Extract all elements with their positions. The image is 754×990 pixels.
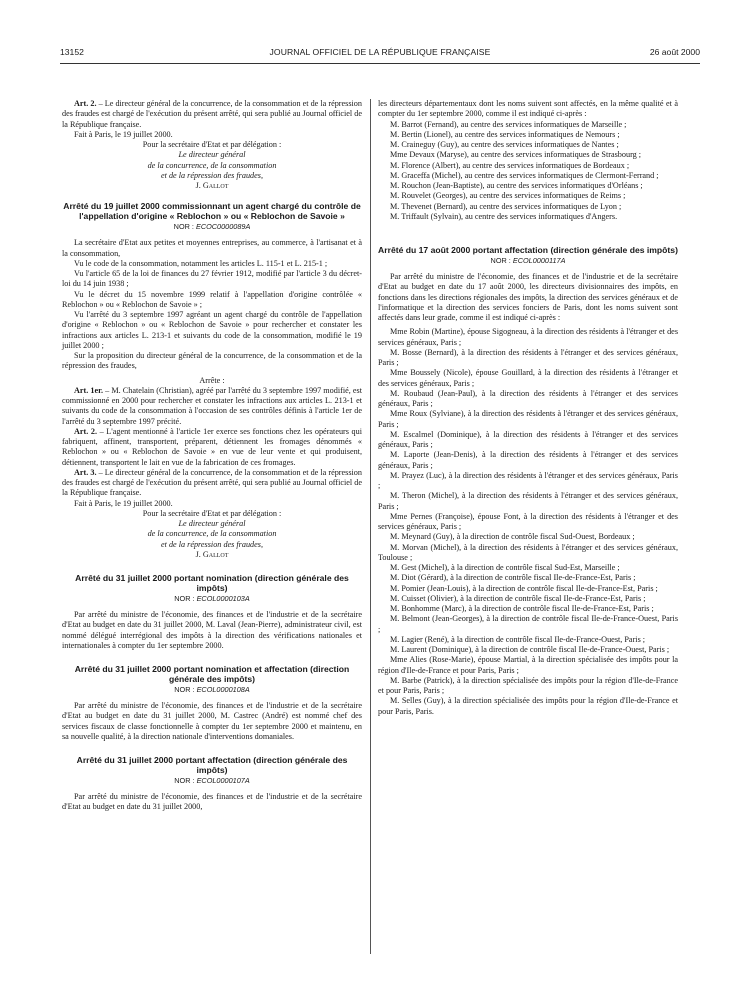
paragraph: Par arrêté du ministre de l'économie, des finances et de l'industrie et de la secrétaire d'Etat au budget en date du 31 juillet 2000, M. Castrec (André) est nommé chef des services fiscaux de classe fonctionnelle à compter du 1er septembre 2000 et maintenu, en sa nouvelle qualité, à la direction nationale d'interventions domaniales. xyxy=(62,701,362,741)
header-rule xyxy=(60,63,700,64)
list-item: M. Bonhomme (Marc), à la direction de contrôle fiscal Ile-de-France-Est, Paris ; xyxy=(390,604,654,613)
list-item: M. Craineguy (Guy), au centre des services informatiques de Nantes ; xyxy=(390,140,619,149)
article-paragraph: Art. 3. – Le directeur général de la concurrence, de la consommation et de la répression des fraudes est chargé de l'exécution du présent arrêté, qui sera publié au Journal officiel de la République française. xyxy=(62,467,362,498)
journal-title: JOURNAL OFFICIEL DE LA RÉPUBLIQUE FRANÇAISE xyxy=(269,47,491,57)
list-item: M. Cuisset (Olivier), à la direction de contrôle fiscal Ile-de-France-Est, Paris ; xyxy=(390,593,646,603)
list-item: Mme Alies (Rose-Marie), épouse Martial, à la direction spécialisée des impôts pour la région d'Ile-de-France et pour Paris, Paris ; xyxy=(378,655,678,675)
nor-reference: NOR : ECOC0000089A xyxy=(173,222,251,232)
list-item: M. Roubaud (Jean-Paul), à la direction des résidents à l'étranger et des services généraux, Paris ; xyxy=(378,388,678,408)
nor-reference: NOR : ECOL0000103A xyxy=(174,594,250,603)
list-item: M. Florence (Albert), au centre des services informatiques de Bordeaux ; xyxy=(390,160,630,170)
list-item: Mme Pernes (Françoise), épouse Font, à la direction des résidents à l'étranger et des services généraux, Paris ; xyxy=(378,511,678,531)
right-column xyxy=(378,99,678,717)
list-item: M. Barrot (Fernand), au centre des services informatiques de Marseille ; xyxy=(390,119,627,129)
page-number: 13152 xyxy=(60,47,84,57)
issue-date: 26 août 2000 xyxy=(649,47,700,57)
paragraph: Par arrêté du ministre de l'économie, des finances et de l'industrie et de la secrétaire d'Etat au budget en date du 31 juillet 2000, xyxy=(62,792,362,812)
nor-reference: NOR : ECOL0000107A xyxy=(174,776,250,785)
list-item: Mme Boussely (Nicole), épouse Gouillard, à la direction des résidents à l'étranger et des services généraux, Paris ; xyxy=(378,368,678,388)
decree-title: Arrêté du 17 août 2000 portant affectation (direction générale des impôts) xyxy=(378,245,678,255)
article-paragraph: Art. 2. – L'agent mentionné à l'article 1er exerce ses fonctions chez les opérateurs qui fabriquent, affinent, transportent, préparent, détiennent les fromages dénommés « Reblochon » ou « Reblochon de Savoie » en vue de leur vente et qui produisent, détiennent, transportent le lait en vue de la fabrication de ces fromages. xyxy=(62,426,362,467)
arrete-heading: Arrête : xyxy=(199,375,225,385)
list-item: M. Escalmel (Dominique), à la direction des résidents à l'étranger et des services généraux, Paris ; xyxy=(378,429,678,449)
paragraph: les directeurs départementaux dont les noms suivent sont affectés, en la même qualité et à compter du 1er septembre 2000, comme il est indiqué ci-après : xyxy=(378,99,678,119)
list-item: M. Morvan (Michel), à la direction des résidents à l'étranger et des services généraux, Toulouse ; xyxy=(378,542,678,562)
paragraph: Vu l'article 65 de la loi de finances du 27 février 1912, modifié par l'article 3 du décret-loi du 14 juin 1938 ; xyxy=(62,269,362,289)
paragraph: La secrétaire d'Etat aux petites et moyennes entreprises, au commerce, à l'artisanat et à la consommation, xyxy=(62,238,362,258)
decree-title: Arrêté du 31 juillet 2000 portant nomination (direction générale des impôts) xyxy=(75,573,349,593)
decree-title: Arrêté du 19 juillet 2000 commissionnant un agent chargé du contrôle de l'appellation d'origine « Reblochon » ou « Reblochon de Savoie » xyxy=(63,201,361,222)
list-item: Mme Devaux (Maryse), au centre des services informatiques de Strasbourg ; xyxy=(390,150,642,160)
signature-block: Pour la secrétaire d'Etat et par délégation : Le directeur général de la concurrence, de la consommation et de la répression des fraudes, J. Gallot xyxy=(142,508,282,559)
assignment-list xyxy=(378,327,678,717)
assignment-list xyxy=(378,120,678,223)
paragraph: Sur la proposition du directeur général de la concurrence, de la consommation et de la répression des fraudes, xyxy=(62,351,362,371)
fait-line: Fait à Paris, le 19 juillet 2000. xyxy=(74,129,173,139)
list-item: M. Meynard (Guy), à la direction de contrôle fiscal Sud-Ouest, Bordeaux ; xyxy=(390,532,635,542)
article-paragraph: Art. 2. – Le directeur général de la concurrence, de la consommation et de la répression des fraudes est chargé de l'exécution du présent arrêté, qui sera publié au Journal officiel de la République française. xyxy=(62,99,362,129)
paragraph: Vu le code de la consommation, notamment les articles L. 115-1 et L. 215-1 ; xyxy=(74,258,328,268)
list-item: M. Bertin (Lionel), au centre des services informatiques de Nemours ; xyxy=(390,129,620,139)
paragraph: Vu l'arrêté du 3 septembre 1997 agréant un agent chargé du contrôle de l'appellation d'origine « Reblochon » ou « Reblochon de Savoie » pour rechercher et constater les infractions aux articles L. 213-1 et suivants du code de la consommation, modifié le 19 juillet 2000 ; xyxy=(62,310,362,350)
list-item: M. Pomier (Jean-Louis), à la direction de contrôle fiscal Ile-de-France-Est, Paris ; xyxy=(390,583,658,593)
fait-line: Fait à Paris, le 19 juillet 2000. xyxy=(74,498,173,508)
paragraph: Par arrêté du ministre de l'économie, des finances et de l'industrie et de la secrétaire d'Etat au budget en date du 31 juillet 2000, M. Laval (Jean-Pierre), administrateur civil, est nommé délégué interrégional des impôts à la direction des vérifications nationales et internationales à compter du 1er septembre 2000. xyxy=(62,610,362,650)
list-item: M. Thevenet (Bernard), au centre des services informatiques de Lyon ; xyxy=(390,201,622,211)
list-item: M. Graceffa (Michel), au centre des services informatiques de Clermont-Ferrand ; xyxy=(390,170,659,180)
list-item: M. Laurent (Dominique), à la direction de contrôle fiscal Ile-de-France-Ouest, Paris ; xyxy=(390,645,670,654)
list-item: M. Gest (Michel), à la direction de contrôle fiscal Sud-Est, Marseille ; xyxy=(390,563,620,572)
paragraph: Vu le décret du 15 novembre 1999 relatif à l'appellation d'origine contrôlée « Reblochon » ou « Reblochon de Savoie » ; xyxy=(62,289,362,309)
list-item: M. Prayez (Luc), à la direction des résidents à l'étranger et des services généraux, Paris ; xyxy=(378,470,678,490)
list-item: M. Diot (Gérard), à la direction de contrôle fiscal Ile-de-France-Est, Paris ; xyxy=(390,573,636,583)
list-item: Mme Robin (Martine), épouse Sigogneau, à la direction des résidents à l'étranger et des services généraux, Paris ; xyxy=(378,327,678,347)
nor-reference: NOR : ECOL0000108A xyxy=(174,685,250,694)
list-item: M. Triffault (Sylvain), au centre des services informatiques d'Angers. xyxy=(390,211,618,221)
nor-reference: NOR : ECOL0000117A xyxy=(490,256,566,265)
decree-title: Arrêté du 31 juillet 2000 portant affectation (direction générale des impôts) xyxy=(76,755,348,775)
left-column xyxy=(62,99,362,813)
list-item: M. Lagier (René), à la direction de contrôle fiscal Ile-de-France-Ouest, Paris ; xyxy=(390,634,646,644)
decree-title: Arrêté du 31 juillet 2000 portant nomination et affectation (direction générale des impôts) xyxy=(74,664,350,684)
list-item: M. Theron (Michel), à la direction des résidents à l'étranger et des services généraux, Paris ; xyxy=(378,491,678,511)
list-item: M. Selles (Guy), à la direction spécialisée des impôts pour la région d'Ile-de-France et pour Paris, Paris. xyxy=(378,696,678,716)
signature-block: Pour la secrétaire d'Etat et par délégation : Le directeur général de la concurrence, de la consommation et de la répression des fraudes, J. Gallot xyxy=(142,140,282,190)
page-header xyxy=(60,47,700,61)
article-paragraph: Art. 1er. – M. Chatelain (Christian), agréé par l'arrêté du 3 septembre 1997 modifié, est commissionné en 2000 pour rechercher et constater les infractions aux articles L. 213-1 et suivants du code de la consommation à l'occasion de ses contrôles définis à l'article 1er de l'arrêté du 3 septembre 1997 précité. xyxy=(62,385,363,426)
list-item: M. Rouchon (Jean-Baptiste), au centre des services informatiques d'Orléans ; xyxy=(390,181,643,190)
column-divider xyxy=(370,99,371,954)
list-item: M. Rouvelet (Georges), au centre des services informatiques de Reims ; xyxy=(390,191,626,201)
list-item: M. Laporte (Jean-Denis), à la direction des résidents à l'étranger et des services généraux, Paris ; xyxy=(378,450,678,470)
paragraph: Par arrêté du ministre de l'économie, des finances et de l'industrie et de la secrétaire d'Etat au budget en date du 17 août 2000, les directeurs divisionnaires des impôts, en fonctions dans les directions régionales des impôts, la direction des services généraux et de l'informatique et la direction des services fonciers de Paris, dont les noms suivent sont affectés dans leur grade, comme il est indiqué ci-après : xyxy=(378,272,678,322)
list-item: M. Barbe (Patrick), à la direction spécialisée des impôts pour la région d'Ile-de-France et pour Paris, Paris ; xyxy=(378,675,678,695)
list-item: Mme Roux (Sylviane), à la direction des résidents à l'étranger et des services généraux, Paris ; xyxy=(378,409,678,429)
list-item: M. Bosse (Bernard), à la direction des résidents à l'étranger et des services généraux, Paris ; xyxy=(378,347,678,367)
list-item: M. Belmont (Jean-Georges), à la direction de contrôle fiscal Ile-de-France-Ouest, Paris ; xyxy=(378,614,678,634)
